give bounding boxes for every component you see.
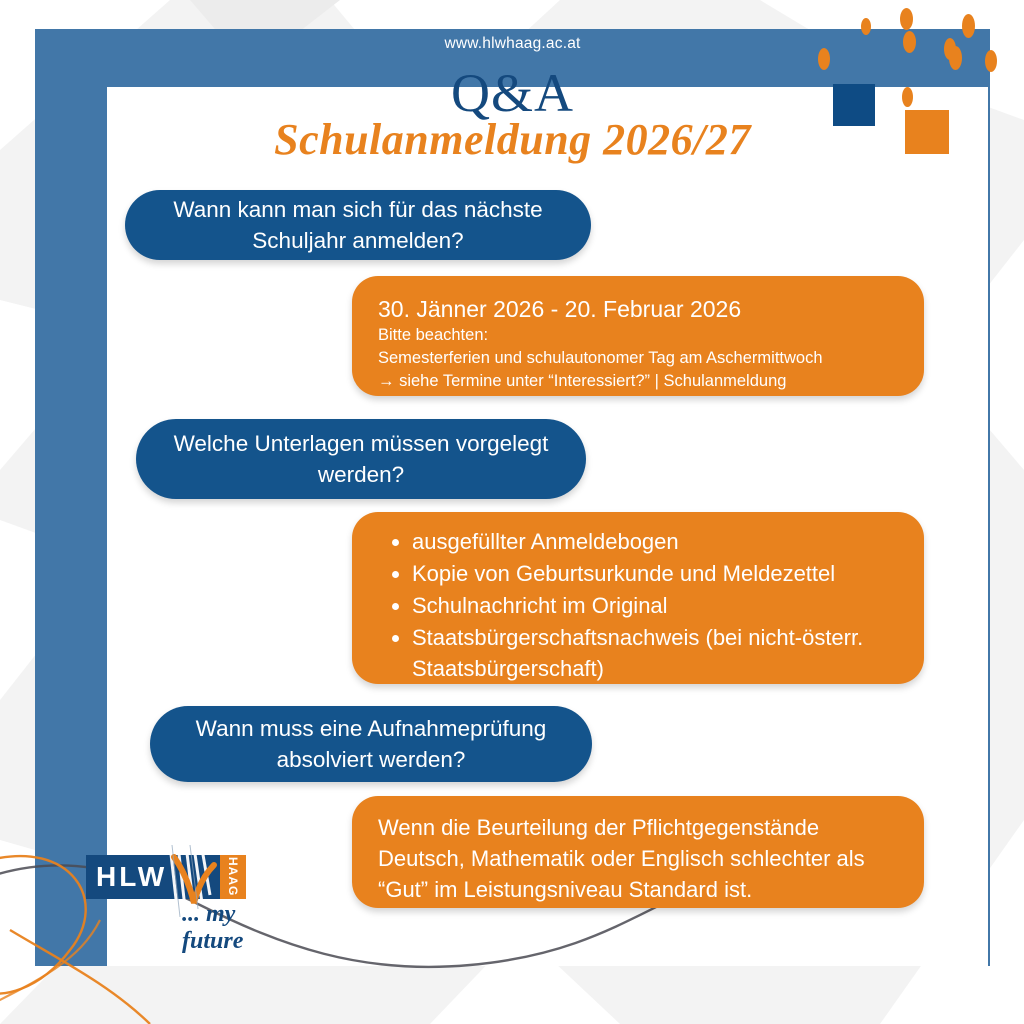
list-item: • Schulnachricht im Original [412, 590, 900, 621]
answer-bubble-2 [352, 512, 924, 684]
answer-bubble-1 [352, 276, 924, 396]
answer-headline-1: 30. Jänner 2026 - 20. Februar 2026 [378, 296, 742, 322]
confetti-dot [903, 31, 916, 53]
answer-content-1 [352, 276, 924, 411]
answer-content-3 [352, 796, 924, 921]
page-title: Q&A [451, 63, 574, 123]
list-item: • Kopie von Geburtsurkunde und Meldezettel [412, 558, 900, 589]
confetti-dot [962, 14, 975, 38]
poster-titles [72, 58, 953, 164]
question-text-3: Wann muss eine Aufnahmeprüfung absolviert werden? [195, 716, 547, 772]
question-text-2: Welche Unterlagen müssen vorgelegt werden? [173, 431, 549, 487]
answer-content-2 [352, 512, 924, 699]
website-url: www.hlwhaag.ac.at [444, 34, 581, 52]
confetti-dot [900, 8, 913, 30]
answer-paragraph-3: Wenn die Beurteilung der Pflichtgegenstände Deutsch, Mathematik oder Englisch schlechter als “Gut” im Leistungsniveau Standard ist. [378, 815, 865, 902]
answer-note-line: → siehe Termine unter “Interessiert?” | Schulanmeldung [378, 372, 787, 390]
logo-blue-box [86, 855, 246, 899]
question-bubble-3 [150, 706, 592, 782]
answer-note-line: Bitte beachten: [378, 326, 489, 344]
logo-haag-text: HAAG [220, 855, 246, 899]
logo-hlw-text: HLW [96, 861, 168, 892]
answer-note-line: Semesterferien und schulautonomer Tag am Aschermittwoch [378, 349, 823, 367]
logo-tagline: ... my future [182, 901, 244, 954]
confetti-dot [985, 50, 997, 72]
answer-bubble-3 [352, 796, 924, 908]
list-item: • Staatsbürgerschaftsnachweis (bei nicht-österr. Staatsbürgerschaft) [412, 622, 900, 684]
question-text-1: Wann kann man sich für das nächste Schuljahr anmelden? [173, 197, 543, 253]
hlw-haag-logo [86, 855, 246, 954]
question-bubble-1 [125, 190, 591, 260]
page-subtitle: Schulanmeldung 2026/27 [274, 115, 751, 164]
answer-list-2 [378, 526, 900, 684]
list-item: • ausgefüllter Anmeldebogen [412, 526, 900, 557]
question-bubble-2 [136, 419, 586, 499]
confetti-dot [861, 18, 871, 35]
